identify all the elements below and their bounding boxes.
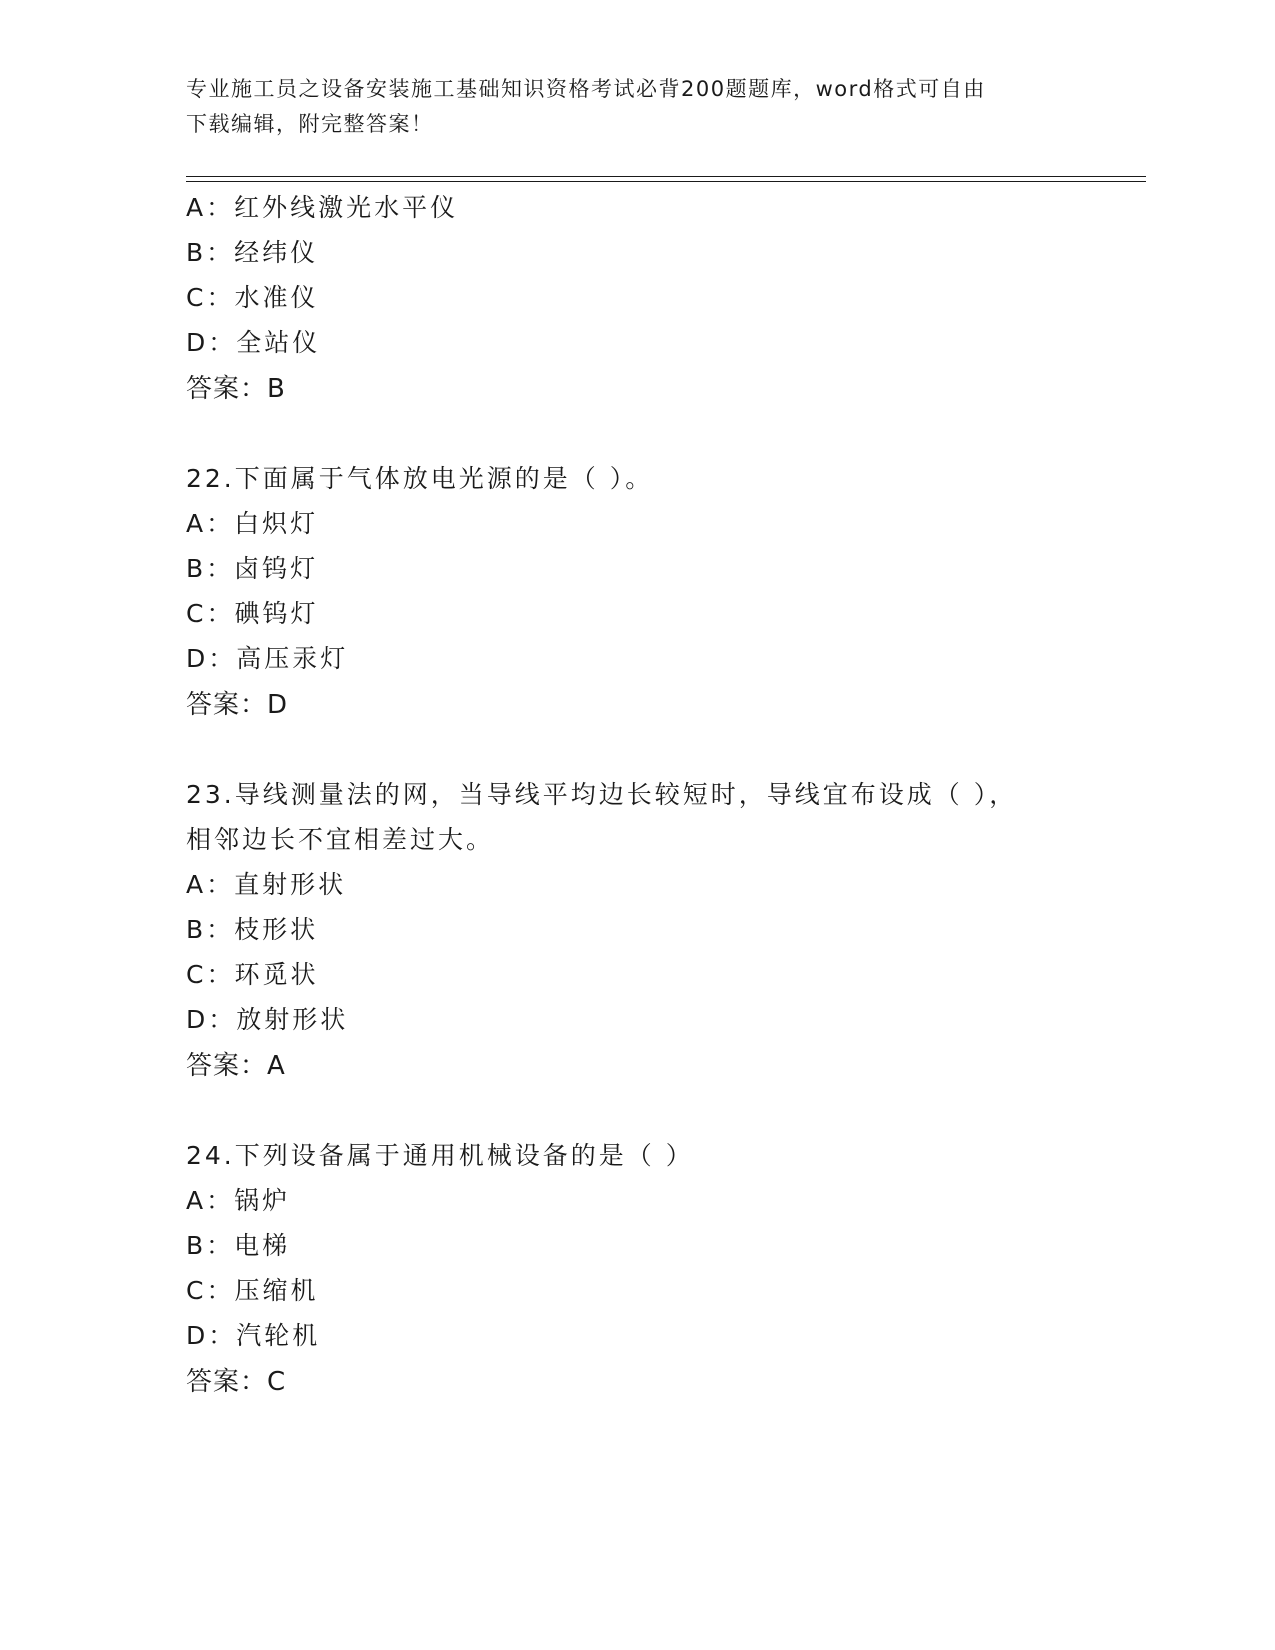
header-divider-bottom [186, 181, 1146, 182]
q24-option-a: A：锅炉 [186, 1186, 291, 1215]
q24-option-c: C：压缩机 [186, 1276, 319, 1305]
q22-option-a: A：白炽灯 [186, 509, 319, 538]
q23-question-line-1: 23.导线测量法的网，当导线平均边长较短时，导线宜布设成（ ）， [186, 780, 1018, 809]
q23-question-line-2: 相邻边长不宜相差过大。 [186, 825, 495, 854]
q24-answer: 答案：C [186, 1367, 287, 1397]
q23-option-a: A：直射形状 [186, 870, 347, 899]
document-header [186, 72, 1086, 142]
q22-option-b: B：卤钨灯 [186, 554, 319, 583]
q21-option-b: B：经纬仪 [186, 238, 319, 267]
q24-question: 24.下列设备属于通用机械设备的是（ ） [186, 1141, 694, 1170]
q23-option-c: C：环觅状 [186, 960, 319, 989]
q23-answer: 答案：A [186, 1051, 286, 1081]
q21-option-c: C：水准仪 [186, 283, 319, 312]
header-line-1: 专业施工员之设备安装施工基础知识资格考试必背200题题库，word格式可自由 [186, 77, 986, 101]
q22-question: 22.下面属于气体放电光源的是（ ）。 [186, 464, 654, 493]
q22-option-d: D：高压汞灯 [186, 644, 349, 673]
q22-answer: 答案：D [186, 690, 289, 720]
q21-option-d: D：全站仪 [186, 328, 321, 357]
q21-answer: 答案：B [186, 374, 286, 404]
q21-option-a: A：红外线激光水平仪 [186, 193, 459, 222]
q24-option-b: B：电梯 [186, 1231, 291, 1260]
header-line-2: 下载编辑，附完整答案！ [186, 112, 434, 136]
q24-option-d: D：汽轮机 [186, 1321, 321, 1350]
q22-option-c: C：碘钨灯 [186, 599, 319, 628]
q23-option-b: B：枝形状 [186, 915, 319, 944]
q23-option-d: D：放射形状 [186, 1005, 349, 1034]
header-divider-top [186, 176, 1146, 177]
